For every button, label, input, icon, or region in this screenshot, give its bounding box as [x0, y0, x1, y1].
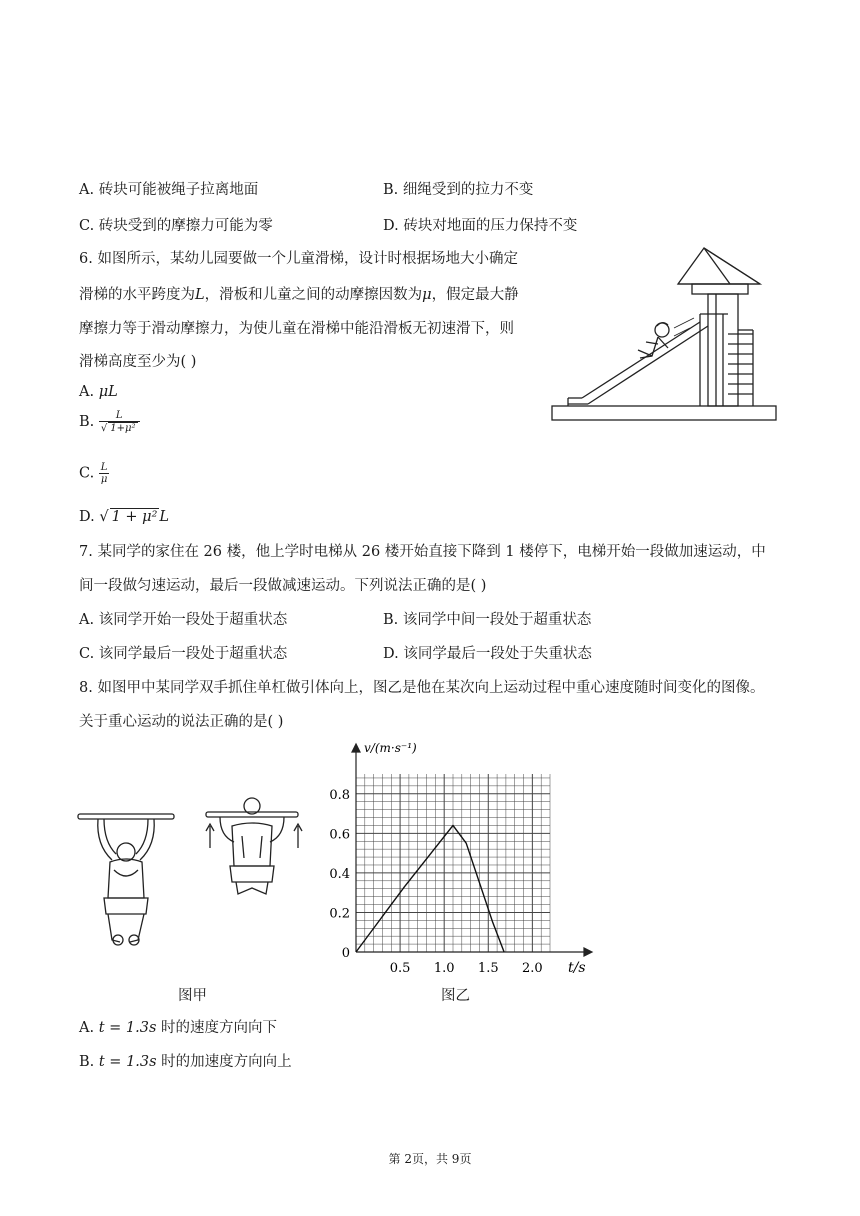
q5-option-b: B. 细绳受到的拉力不变 — [383, 182, 534, 198]
y-axis-label: v/(m·s⁻¹) — [364, 741, 417, 755]
q6-option-b — [79, 410, 140, 434]
chart-axes — [352, 744, 592, 956]
q8-option-b — [79, 1050, 292, 1071]
q6-stem-text: ，滑板和儿童之间的动摩擦因数为 — [204, 287, 423, 303]
pullup-figure — [74, 790, 314, 960]
chart-grid — [356, 774, 550, 952]
sqrt-content: 1+μ² — [110, 423, 136, 434]
q6-option-a — [79, 384, 118, 400]
sqrt-content: 1 + μ² — [111, 509, 158, 525]
x-tick-label: 1.5 — [477, 961, 499, 976]
fraction — [99, 462, 110, 485]
q6-stem-line3: 摩擦力等于滑动摩擦力，为使儿童在滑梯中能沿滑板无初速滑下，则 — [79, 321, 514, 337]
option-label: B. — [79, 1054, 99, 1070]
option-label: A. — [79, 1020, 99, 1036]
page-footer: 第 2页，共 9页 — [388, 1152, 472, 1166]
x-tick-label: 2.0 — [522, 961, 543, 976]
q7-stem-line1: 7. 某同学的家住在 26 楼，他上学时电梯从 26 楼开始直接下降到 1 楼停下，电梯开始一段做加速运动，中 — [79, 544, 766, 560]
figure-b-caption: 图乙 — [441, 988, 470, 1004]
x-tick-label: 0.5 — [389, 961, 411, 976]
y-tick-labels — [329, 788, 350, 961]
y-tick-label: 0.2 — [329, 906, 350, 922]
q7-option-a: A. 该同学开始一段处于超重状态 — [79, 612, 288, 628]
q6-var-l: L — [195, 287, 205, 303]
option-math: t = 1.3s — [98, 1020, 157, 1036]
option-label: C. — [79, 465, 95, 482]
bar-left — [78, 814, 174, 819]
q5-option-d: D. 砖块对地面的压力保持不变 — [383, 218, 578, 234]
q8-option-a — [79, 1016, 277, 1037]
q7-option-d: D. 该同学最后一段处于失重状态 — [383, 646, 592, 662]
q7-option-b: B. 该同学中间一段处于超重状态 — [383, 612, 592, 628]
fraction-denominator: √ 1+μ² — [100, 423, 136, 434]
q6-var-mu: μ — [422, 287, 432, 303]
ground-base — [552, 406, 776, 420]
q6-stem-line2 — [79, 283, 519, 304]
q6-stem-text: 滑梯的水平跨度为 — [79, 287, 195, 303]
q7-stem-line2: 间一段做匀速运动，最后一段做减速运动。下列说法正确的是( ) — [79, 578, 487, 594]
q8-stem-line2: 关于重心运动的说法正确的是( ) — [79, 714, 284, 730]
q7-option-c: C. 该同学最后一段处于超重状态 — [79, 646, 288, 662]
slide-board — [568, 322, 708, 406]
option-math: L — [159, 509, 170, 525]
y-tick-label: 0.6 — [329, 827, 350, 843]
q6-stem-text: ，假定最大静 — [431, 287, 519, 303]
q5-option-a: A. 砖块可能被绳子拉离地面 — [79, 182, 259, 198]
slide-figure — [548, 244, 780, 424]
option-label: B. — [79, 414, 95, 430]
ladder — [728, 330, 753, 406]
option-label: D. — [79, 509, 95, 525]
q6-stem-line4: 滑梯高度至少为( ) — [79, 354, 197, 370]
q6-option-d — [79, 508, 169, 525]
y-tick-label: 0.4 — [329, 866, 350, 882]
x-tick-labels — [390, 961, 543, 976]
option-math: t = 1.3s — [98, 1054, 157, 1070]
option-text: 时的速度方向向下 — [156, 1020, 278, 1036]
fraction-numerator: L — [100, 462, 108, 473]
child-figure — [638, 318, 694, 358]
person-hanging — [98, 819, 154, 945]
velocity-time-chart — [320, 736, 600, 980]
option-math: μL — [98, 384, 118, 400]
option-text: 时的加速度方向向上 — [156, 1054, 292, 1070]
y-tick-label: 0.8 — [329, 787, 350, 803]
x-tick-label: 1.0 — [433, 961, 455, 976]
figure-a-caption: 图甲 — [178, 988, 207, 1004]
fraction-denominator: μ — [100, 474, 108, 485]
q8-stem-line1: 8. 如图甲中某同学双手抓住单杠做引体向上，图乙是他在某次向上运动过程中重心速度随时间变化的图像。 — [79, 680, 765, 696]
sqrt-icon: √ — [99, 509, 109, 525]
up-arrow-icon — [206, 824, 302, 848]
option-label: A. — [79, 384, 99, 400]
tower-roof — [678, 248, 760, 284]
fraction — [99, 410, 140, 434]
fraction-numerator: L — [99, 410, 140, 422]
q5-option-c: C. 砖块受到的摩擦力可能为零 — [79, 218, 273, 234]
x-axis-label: t/s — [568, 960, 586, 976]
q6-option-c — [79, 462, 109, 485]
q6-stem-line1: 6. 如图所示，某幼儿园要做一个儿童滑梯，设计时根据场地大小确定 — [79, 251, 518, 267]
y-tick-label: 0 — [341, 946, 350, 961]
